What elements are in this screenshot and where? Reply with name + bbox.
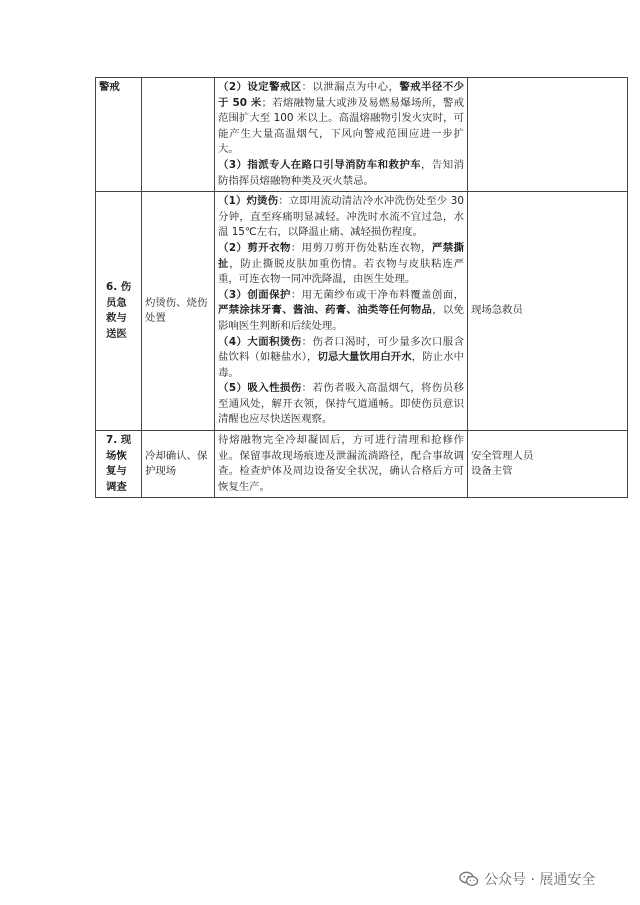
item-text: ：立即用流动清洁冷水冲洗伤处至少 30 分钟，直至疼痛明显减轻。冲洗时水流不宜过急，水温 15℃左右，以降温止痛、减轻损伤程度。 bbox=[218, 195, 464, 239]
table-row bbox=[96, 431, 628, 498]
responsible-cell bbox=[468, 78, 628, 192]
procedure-item bbox=[218, 194, 464, 241]
item-heading: （3）指派专人在路口引导消防车和救护车 bbox=[218, 158, 422, 171]
watermark-text: 公众号 · 展通安全 bbox=[484, 872, 596, 888]
item-heading: （1）灼烫伤 bbox=[218, 195, 279, 208]
emergency-procedure-table bbox=[95, 77, 628, 498]
item-emphasis: 警戒半径不少于 50 米 bbox=[218, 81, 465, 109]
item-heading: （5）吸入性损伤 bbox=[218, 382, 302, 395]
row-title-text: 7. 现场恢复与调查 bbox=[106, 434, 132, 493]
measure-text: 冷却确认、保护现场 bbox=[145, 449, 208, 478]
responsible-cell bbox=[468, 431, 628, 498]
responsible-text: 现场急救员 bbox=[471, 304, 523, 317]
procedure-item bbox=[218, 335, 464, 382]
measure-cell bbox=[142, 431, 215, 498]
item-emphasis: 切忌大量饮用白开水 bbox=[317, 351, 412, 364]
procedure-item bbox=[218, 241, 464, 288]
item-heading: （3）创面保护 bbox=[218, 288, 291, 301]
item-emphasis: 严禁撕扯 bbox=[218, 241, 465, 270]
procedure-item bbox=[218, 158, 464, 189]
row-title-text: 6. 伤员急救与送医 bbox=[106, 280, 132, 340]
procedure-cell bbox=[215, 192, 468, 431]
table-row bbox=[96, 78, 628, 192]
row-title-text: 警戒 bbox=[99, 81, 120, 93]
procedure-cell bbox=[215, 78, 468, 192]
row-title-recovery bbox=[96, 431, 142, 498]
item-heading: （2）剪开衣物 bbox=[218, 241, 291, 254]
responsible-text: 设备主管 bbox=[471, 465, 513, 478]
item-emphasis: 严禁涂抹牙膏、酱油、药膏、油类等任何物品 bbox=[218, 304, 433, 317]
item-text: ：用剪刀剪开伤处粘连衣物， bbox=[290, 241, 432, 254]
item-text: ：用无菌纱布或干净布料覆盖创面， bbox=[290, 288, 464, 301]
measure-cell bbox=[142, 78, 215, 192]
procedure-item bbox=[218, 80, 464, 158]
responsible-cell bbox=[468, 192, 628, 431]
item-text: ：伤者口渴时，可少量多次口服含盐饮料（如糖盐水）， bbox=[218, 335, 465, 364]
item-text: ，告知消防指挥员熔融物种类及灭火禁忌。 bbox=[218, 158, 464, 187]
row-title-warning bbox=[96, 78, 142, 192]
item-text: ，以免影响医生判断和后续处理。 bbox=[218, 304, 465, 332]
responsible-text: 安全管理人员 bbox=[471, 449, 534, 462]
item-text: ，防止水中毒。 bbox=[218, 351, 465, 379]
item-heading: （4）大面积烫伤 bbox=[218, 335, 302, 348]
table-row bbox=[96, 192, 628, 431]
row-title-injury bbox=[96, 192, 142, 431]
procedure-cell bbox=[215, 431, 468, 498]
procedure-item bbox=[218, 381, 464, 428]
item-text: ，防止撕脱皮肤加重伤情。若衣物与皮肤粘连严重，可连衣物一同冲洗降温，由医生处理。 bbox=[218, 257, 465, 286]
watermark bbox=[459, 869, 595, 889]
procedure-item bbox=[218, 288, 464, 335]
measure-cell bbox=[142, 192, 215, 431]
wechat-icon bbox=[459, 871, 479, 887]
item-text: ：若伤者吸入高温烟气，将伤员移至通风处，解开衣领，保持气道通畅。即使伤员意识清醒也应尽快送医观察。 bbox=[218, 382, 465, 426]
item-text: ；若熔融物量大或涉及易燃易爆场所，警戒范围扩大至 100 米以上。高温熔融物引发火灾时，可能产生大量高温烟气，下风向警戒范围应进一步扩大。 bbox=[218, 96, 464, 156]
item-heading: （2）设定警戒区 bbox=[218, 81, 302, 93]
item-text: ：以泄漏点为中心， bbox=[301, 81, 400, 93]
measure-text: 灼烫伤、烧伤处置 bbox=[145, 296, 208, 325]
procedure-text: 待熔融物完全冷却凝固后，方可进行清理和抢修作业。保留事故现场痕迹及泄漏流淌路径，配合事故调查。检查炉体及周边设备安全状况，确认合格后方可恢复生产。 bbox=[218, 434, 464, 493]
